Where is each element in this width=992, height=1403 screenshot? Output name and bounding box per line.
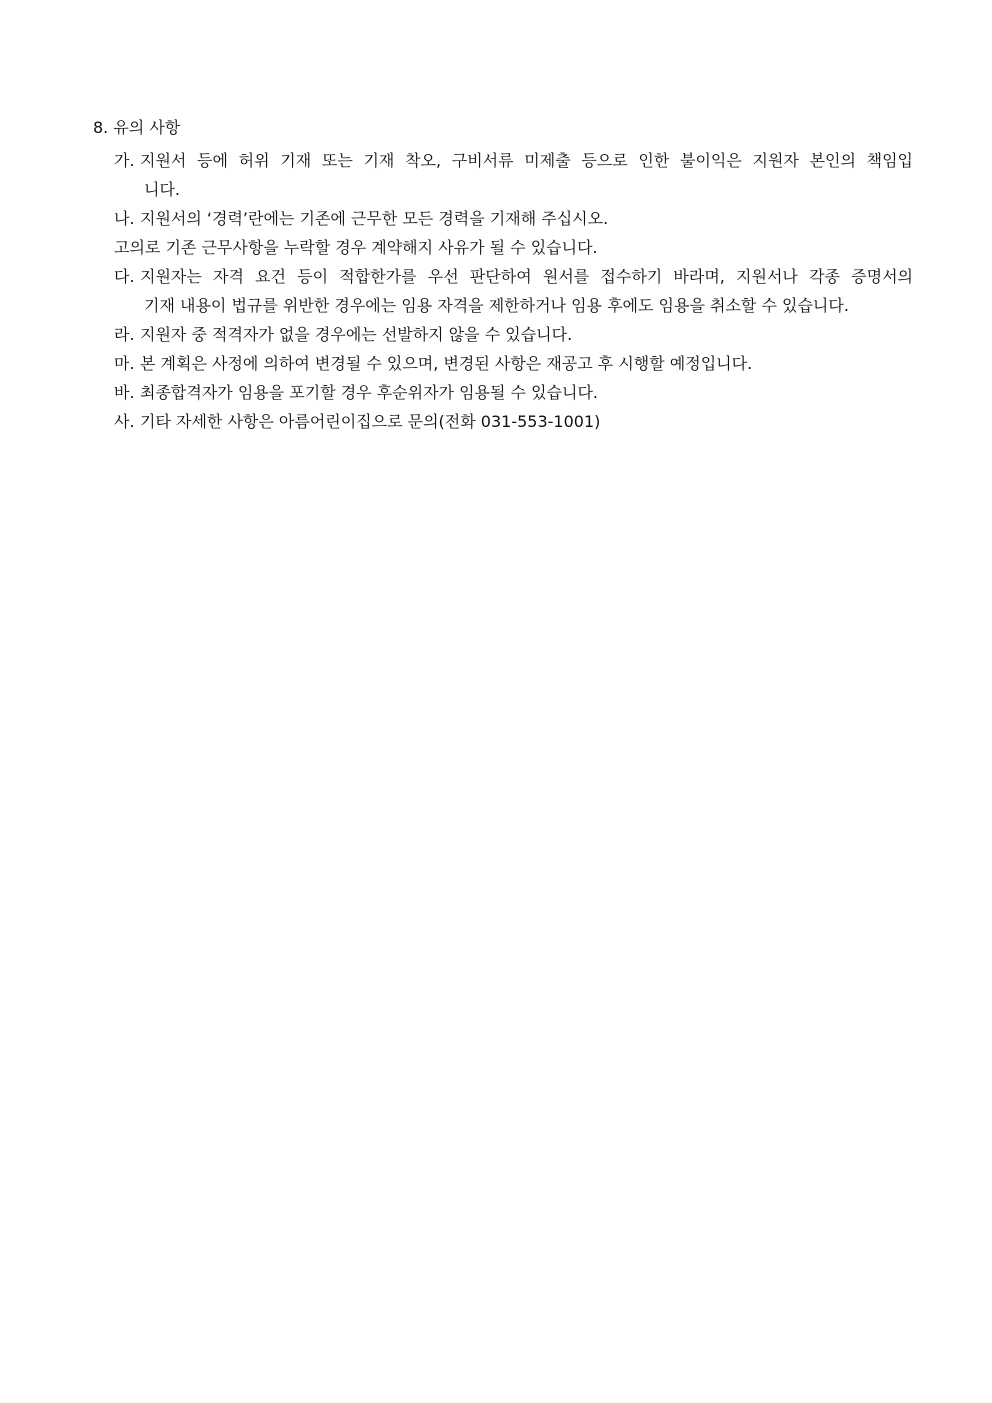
item-text-continuation: 니다.: [144, 180, 180, 199]
item-marker: 나.: [114, 209, 135, 228]
item-marker: 바.: [114, 383, 135, 402]
notice-item-sa: [93, 407, 913, 436]
item-marker: 마.: [114, 354, 135, 373]
item-text-line: 지원자 중 적격자가 없을 경우에는 선발하지 않을 수 있습니다.: [140, 325, 573, 344]
notice-item-ma: [93, 349, 913, 378]
notice-item-na: [93, 204, 913, 262]
item-text-line: 본 계획은 사정에 의하여 변경될 수 있으며, 변경된 사항은 재공고 후 시행할 예정입니다.: [140, 354, 753, 373]
item-marker: 사.: [114, 412, 135, 431]
item-text-continuation: 기재 내용이 법규를 위반한 경우에는 임용 자격을 제한하거나 임용 후에도 임용을 취소할 수 있습니다.: [144, 296, 849, 315]
section-heading: 8. 유의 사항: [93, 118, 181, 137]
notice-item-ga: [93, 146, 913, 204]
notice-section: [93, 116, 913, 436]
notice-item-da: [93, 262, 913, 320]
item-marker: 라.: [114, 325, 135, 344]
item-text-line: 최종합격자가 임용을 포기할 경우 후순위자가 임용될 수 있습니다.: [140, 383, 599, 402]
item-marker: 가.: [114, 151, 135, 170]
item-text-line: 지원자는 자격 요건 등이 적합한가를 우선 판단하여 원서를 접수하기 바라며, 지원서나 각종 증명서의: [140, 267, 913, 286]
item-text-subline: 고의로 기존 근무사항을 누락할 경우 계약해지 사유가 될 수 있습니다.: [114, 238, 598, 257]
item-text-line: 기타 자세한 사항은 아름어린이집으로 문의(전화 031-553-1001): [140, 412, 601, 431]
item-text-line: 지원서의 ‘경력’란에는 기존에 근무한 모든 경력을 기재해 주십시오.: [140, 209, 609, 228]
item-text-line: 지원서 등에 허위 기재 또는 기재 착오, 구비서류 미제출 등으로 인한 불이익은 지원자 본인의 책임입: [140, 151, 913, 170]
item-marker: 다.: [114, 267, 135, 286]
notice-item-ba: [93, 378, 913, 407]
notice-item-ra: [93, 320, 913, 349]
